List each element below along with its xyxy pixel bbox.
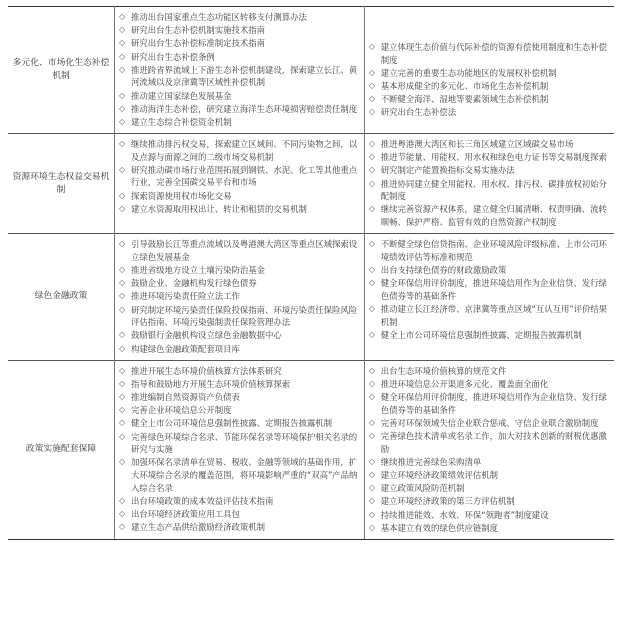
list-item <box>369 365 608 378</box>
list-item <box>119 290 358 303</box>
list-item <box>119 404 358 417</box>
row-category: 绿色金融政策 <box>8 234 115 361</box>
diamond-bullet-icon: ◇ <box>368 204 375 214</box>
list-item <box>119 343 358 356</box>
diamond-bullet-icon: ◇ <box>368 496 375 506</box>
measure-list <box>115 361 364 539</box>
list-item-text: 完善绿色环境综合名录、节能环保名录等环境保护相关名录的研究与实施 <box>131 431 358 455</box>
diamond-bullet-icon: ◇ <box>368 365 375 375</box>
list-item <box>369 469 608 482</box>
list-item <box>119 138 358 163</box>
row-category: 资源环境生态权益交易机制 <box>8 134 115 234</box>
list-item-text: 推进省级地方设立土壤污染防治基金 <box>131 265 265 275</box>
list-item <box>119 164 358 189</box>
list-item-text: 推动海洋生态补偿，研究建立海洋生态环境损害赔偿责任制度 <box>131 103 358 114</box>
diamond-bullet-icon: ◇ <box>368 139 375 149</box>
list-item-text: 引导鼓励长江等重点流域以及粤港澳大湾区等重点区域探索设立绿色发展基金 <box>131 239 358 262</box>
diamond-bullet-icon: ◇ <box>119 392 126 402</box>
diamond-bullet-icon: ◇ <box>119 431 126 441</box>
list-item-text: 继续推进完善绿色采购清单 <box>380 456 482 467</box>
list-item-text: 健全环保信用评价制度，推进环境信用作为企业信贷、发行绿色债券等的基础条件 <box>380 392 607 415</box>
list-item <box>119 190 358 203</box>
list-item <box>119 378 358 391</box>
diamond-bullet-icon: ◇ <box>119 457 126 467</box>
diamond-bullet-icon: ◇ <box>119 239 126 249</box>
diamond-bullet-icon: ◇ <box>119 116 126 126</box>
list-item-text: 鼓励银行金融机构设立绿色金融数据中心 <box>131 330 282 341</box>
list-item <box>369 164 608 177</box>
list-item <box>369 482 608 495</box>
list-item <box>369 277 608 302</box>
list-item <box>369 509 608 522</box>
diamond-bullet-icon: ◇ <box>368 470 375 480</box>
diamond-bullet-icon: ◇ <box>368 431 375 441</box>
list-item <box>119 24 358 37</box>
list-item-text: 研究出台生态补偿机制实施技术指南 <box>131 25 265 36</box>
long-term-goals-cell <box>364 360 614 539</box>
list-item <box>119 456 358 494</box>
long-term-goals-cell <box>364 134 614 234</box>
policy-table <box>8 6 614 540</box>
list-item-text: 建立环境经济政策的第三方评估机制 <box>380 496 515 507</box>
list-item <box>369 378 608 391</box>
list-item-text: 推进粤港澳大湾区和长三角区域建立区域碳交易市场 <box>380 139 574 150</box>
list-item-text: 研究出台生态补偿法 <box>380 107 457 118</box>
list-item-text: 推进环境污染责任险立法工作 <box>131 291 240 302</box>
list-item-text: 推进节能量、用能权、用水权和绿色电力证书等交易制度探索 <box>380 152 607 163</box>
diamond-bullet-icon: ◇ <box>119 278 126 288</box>
list-item-text: 持续推进能效、水效、环保“领跑者”制度建设 <box>380 509 549 520</box>
diamond-bullet-icon: ◇ <box>119 378 126 388</box>
list-item <box>369 238 608 263</box>
diamond-bullet-icon: ◇ <box>119 12 126 21</box>
list-item-text: 研究出台生态补偿标准制定技术指南 <box>131 38 265 49</box>
diamond-bullet-icon: ◇ <box>368 152 375 162</box>
diamond-bullet-icon: ◇ <box>119 139 126 149</box>
near-term-measures-cell <box>115 134 365 234</box>
list-item <box>119 116 358 129</box>
diamond-bullet-icon: ◇ <box>119 509 126 518</box>
measure-list <box>115 234 364 360</box>
list-item-text: 出台支持绿色债券的财政激励政策 <box>380 265 507 275</box>
list-item <box>369 41 608 66</box>
list-item-text: 推进环境信息公开渠道多元化、覆盖面全面化 <box>380 378 549 389</box>
diamond-bullet-icon: ◇ <box>368 80 375 90</box>
list-item <box>369 495 608 508</box>
list-item-text: 建立环境经济政策绩效评估机制 <box>380 470 498 481</box>
diamond-bullet-icon: ◇ <box>368 378 375 388</box>
list-item-text: 完善绿色技术清单或名录工作，加大对技术创新的财税优惠激励 <box>380 431 607 454</box>
list-item <box>119 431 358 456</box>
list-item <box>119 417 358 430</box>
diamond-bullet-icon: ◇ <box>368 94 375 104</box>
list-item-text: 继续完善资源产权体系，建立健全归属清晰、权责明确、流转顺畅、保护严格、监管有效的自然资源产权制度 <box>380 204 607 228</box>
list-item <box>369 67 608 80</box>
list-item-text: 完善企业环境信息公开制度 <box>131 405 232 416</box>
diamond-bullet-icon: ◇ <box>368 165 375 175</box>
diamond-bullet-icon: ◇ <box>368 278 375 288</box>
list-item-text: 建立水资源取用权出让、转让和租赁的交易机制 <box>131 203 307 214</box>
diamond-bullet-icon: ◇ <box>368 509 375 519</box>
diamond-bullet-icon: ◇ <box>119 522 126 532</box>
list-item-text: 探索资源使用权市场化交易 <box>131 190 232 201</box>
list-item-text: 不断健全绿色信贷指南、企业环境风险评级标准、上市公司环境绩效评估等标准和规范 <box>380 239 607 262</box>
list-item <box>119 238 358 263</box>
diamond-bullet-icon: ◇ <box>119 330 126 340</box>
list-item <box>369 203 608 228</box>
list-item <box>369 417 608 430</box>
diamond-bullet-icon: ◇ <box>119 190 126 200</box>
list-item-text: 健全上市公司环境信息强制性披露、定期报告披露机制 <box>380 329 582 340</box>
diamond-bullet-icon: ◇ <box>119 64 126 74</box>
near-term-measures-cell <box>115 360 365 539</box>
diamond-bullet-icon: ◇ <box>368 483 375 493</box>
list-item <box>369 456 608 469</box>
list-item-text: 指导和鼓励地方开展生态环境价值核算探索 <box>131 378 291 389</box>
long-term-goals-cell <box>364 7 614 134</box>
table-row <box>8 360 614 539</box>
diamond-bullet-icon: ◇ <box>119 164 126 174</box>
list-item-text: 推动建立国家绿色发展基金 <box>131 90 232 101</box>
diamond-bullet-icon: ◇ <box>119 38 126 48</box>
diamond-bullet-icon: ◇ <box>119 203 126 213</box>
list-item-text: 研究制定产能置换指标交易实施办法 <box>380 165 515 176</box>
diamond-bullet-icon: ◇ <box>119 103 126 113</box>
list-item-text: 出台生态环境价值核算的规范文件 <box>380 365 507 376</box>
list-item-text: 建立体现生态价值与代际补偿的资源有偿使用制度和生态补偿制度 <box>380 42 607 65</box>
list-item-text: 建立生态综合补偿资金机制 <box>131 116 232 127</box>
table-row <box>8 7 614 134</box>
list-item-text: 不断健全海洋、湿地等要素领域生态补偿机制 <box>380 94 549 105</box>
diamond-bullet-icon: ◇ <box>368 329 375 339</box>
diamond-bullet-icon: ◇ <box>368 417 375 427</box>
diamond-bullet-icon: ◇ <box>119 405 126 415</box>
measure-list <box>365 7 614 124</box>
list-item-text: 构建绿色金融政策配套项目库 <box>131 343 240 354</box>
diamond-bullet-icon: ◇ <box>368 107 375 117</box>
list-item-text: 完善对环保领域失信企业联合惩戒、守信企业联合激励制度 <box>380 417 599 428</box>
list-item <box>119 495 358 508</box>
list-item <box>369 80 608 93</box>
list-item <box>369 391 608 416</box>
list-item-text: 鼓励企业、金融机构发行绿色债券 <box>131 278 257 289</box>
list-item-text: 健全上市公司环境信息强制性披露、定期报告披露机制 <box>131 418 332 429</box>
diamond-bullet-icon: ◇ <box>119 291 126 301</box>
list-item <box>119 11 358 24</box>
list-item <box>369 178 608 203</box>
list-item-text: 推进开展生态环境价值核算方法体系研究 <box>131 365 282 376</box>
row-category: 多元化、市场化生态补偿机制 <box>8 7 115 134</box>
diamond-bullet-icon: ◇ <box>368 42 375 51</box>
diamond-bullet-icon: ◇ <box>368 239 375 249</box>
list-item <box>119 329 358 342</box>
list-item-text: 建立生态产品供给激励经济政策机制 <box>131 522 265 533</box>
list-item <box>119 103 358 116</box>
list-item-text: 加强环保名录清单在贸易、税收、金融等领域的基础作用，扩大环境综合名录的覆盖范围，将环境影响严重的“双高”产品纳入综合名录 <box>131 457 358 493</box>
long-term-goals-cell <box>364 234 614 361</box>
policy-table-body <box>8 7 614 540</box>
measure-list <box>365 234 614 346</box>
near-term-measures-cell <box>115 7 365 134</box>
list-item-text: 研究推动碳市场行业范围拓展到钢铁、水泥、化工等其他重点行业，完善全国碳交易平台和市场 <box>131 164 358 188</box>
list-item <box>369 106 608 119</box>
list-item <box>369 522 608 535</box>
list-item <box>369 430 608 455</box>
table-row <box>8 234 614 361</box>
list-item <box>119 37 358 50</box>
diamond-bullet-icon: ◇ <box>368 456 375 466</box>
list-item-text: 推进编制自然资源资产负债表 <box>131 392 240 403</box>
list-item-text: 基本形成健全的多元化、市场化生态补偿机制 <box>380 80 549 91</box>
list-item-text: 出台环境政策的成本效益评估技术指南 <box>131 495 274 506</box>
list-item-text: 建立政策风险防范机制 <box>380 483 465 494</box>
list-item <box>369 138 608 151</box>
list-item <box>369 93 608 106</box>
list-item <box>119 64 358 89</box>
list-item-text: 研究制定环境污染责任保险投保指南、环境污染责任保险风险评估指南、环境污染强制责任保险管理办法 <box>131 304 358 328</box>
diamond-bullet-icon: ◇ <box>119 25 126 35</box>
list-item-text: 推进协同建立健全用能权、用水权、排污权、碳排放权初始分配制度 <box>380 178 607 202</box>
list-item <box>369 303 608 328</box>
row-category: 政策实施配套保障 <box>8 360 115 539</box>
diamond-bullet-icon: ◇ <box>119 495 126 505</box>
list-item-text: 推动建立长江经济带、京津冀等重点区域“互认互用”评价结果机制 <box>380 303 608 327</box>
list-item <box>369 264 608 277</box>
list-item <box>119 391 358 404</box>
table-row <box>8 134 614 234</box>
diamond-bullet-icon: ◇ <box>119 90 126 100</box>
diamond-bullet-icon: ◇ <box>368 303 375 313</box>
measure-list <box>115 134 364 220</box>
list-item <box>119 277 358 290</box>
list-item <box>119 203 358 216</box>
list-item <box>119 365 358 378</box>
measure-list <box>365 361 614 539</box>
list-item-text: 建立完善的重要生态功能地区的发展权补偿机制 <box>380 67 557 78</box>
diamond-bullet-icon: ◇ <box>119 304 126 314</box>
diamond-bullet-icon: ◇ <box>368 392 375 402</box>
measure-list <box>365 134 614 233</box>
list-item-text: 出台环境经济政策应用工具包 <box>131 509 240 519</box>
diamond-bullet-icon: ◇ <box>368 178 375 188</box>
list-item <box>119 304 358 329</box>
list-item <box>369 329 608 342</box>
list-item-text: 基本建立有效的绿色供应链制度 <box>380 522 498 533</box>
diamond-bullet-icon: ◇ <box>119 265 126 274</box>
measure-list <box>115 7 364 133</box>
list-item <box>119 51 358 64</box>
list-item-text: 健全环保信用评价制度，推进环境信用作为企业信贷、发行绿色债券等的基础条件 <box>380 278 607 301</box>
diamond-bullet-icon: ◇ <box>368 522 375 532</box>
diamond-bullet-icon: ◇ <box>368 67 375 77</box>
diamond-bullet-icon: ◇ <box>119 365 126 375</box>
list-item-text: 研究出台生态补偿条例 <box>131 51 215 62</box>
diamond-bullet-icon: ◇ <box>119 343 126 353</box>
list-item-text: 推动出台国家重点生态功能区转移支付测算办法 <box>131 12 307 22</box>
list-item <box>119 90 358 103</box>
list-item-text: 继续推动排污权交易，探索建立区域间、不同污染物之间，以及点源与面源之间的二级市场交易机制 <box>131 139 358 162</box>
diamond-bullet-icon: ◇ <box>119 418 126 428</box>
list-item <box>119 508 358 521</box>
list-item <box>119 264 358 277</box>
list-item-text: 推进跨省界流域上下游生态补偿机制建设，探索建立长江、黄河流域以及京津冀等区域性补偿机制 <box>131 64 358 88</box>
list-item <box>369 151 608 164</box>
diamond-bullet-icon: ◇ <box>119 51 126 61</box>
diamond-bullet-icon: ◇ <box>368 265 375 274</box>
near-term-measures-cell <box>115 234 365 361</box>
list-item <box>119 521 358 534</box>
